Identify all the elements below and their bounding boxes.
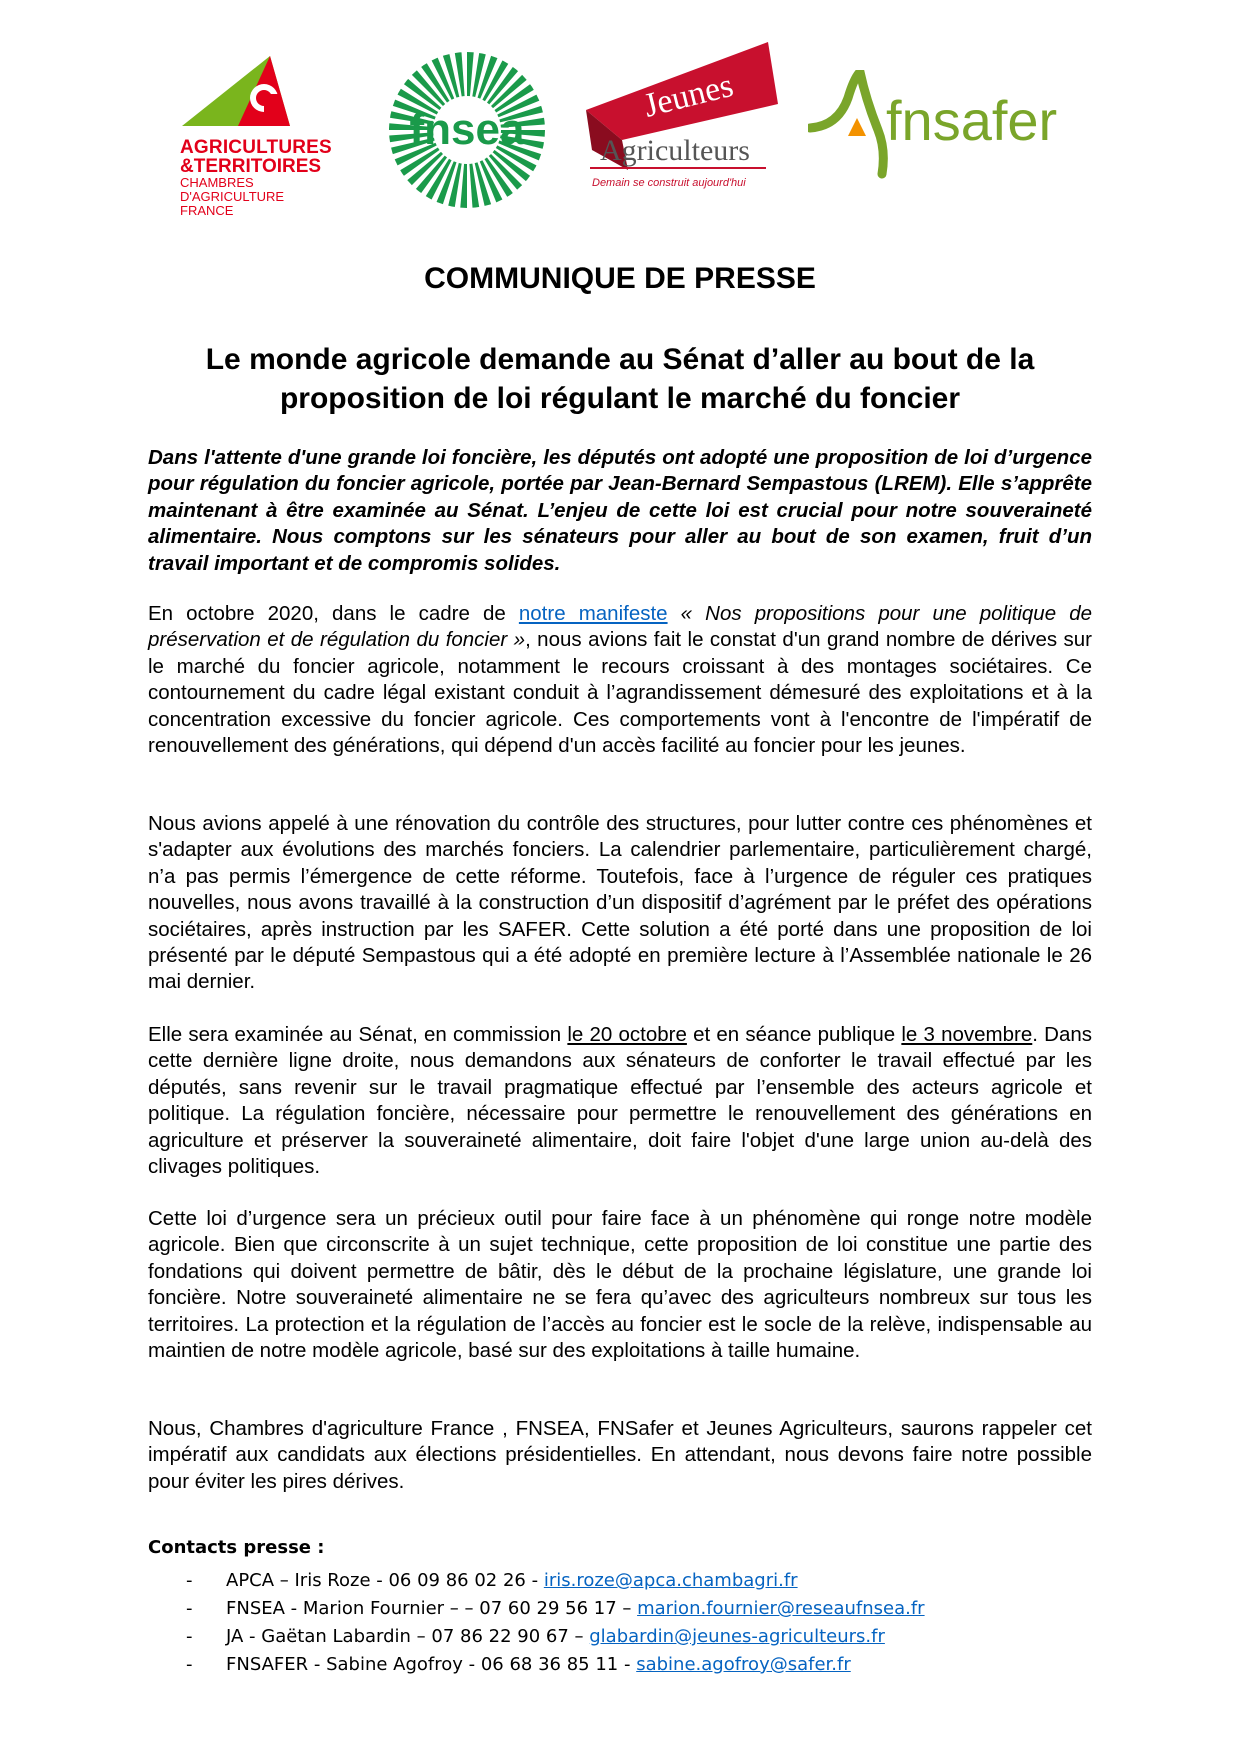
contact-email-link[interactable]: iris.roze@apca.chambagri.fr <box>543 1570 798 1591</box>
apca-line4: FRANCE <box>180 203 234 218</box>
ja-logo-line1: Jeunes <box>640 66 737 125</box>
contact-text: JA - Gaëtan Labardin – 07 86 22 90 67 – <box>226 1626 590 1647</box>
contact-bullet: - <box>186 1626 193 1647</box>
fnsea-logo <box>384 50 550 210</box>
contact-item <box>186 1595 1066 1623</box>
press-release-title: COMMUNIQUE DE PRESSE <box>424 262 816 295</box>
contact-item <box>186 1651 1066 1679</box>
headline: Le monde agricole demande au Sénat d’aller au bout de la proposition de loi régulant le marché du foncier <box>205 343 1035 415</box>
manifesto-link[interactable]: notre manifeste <box>518 602 668 625</box>
contact-bullet: - <box>186 1654 193 1675</box>
ja-logo-tagline: Demain se construit aujourd'hui <box>592 177 746 189</box>
ja-logo-line2: Agriculteurs <box>600 134 750 167</box>
apca-line3: CHAMBRES D'AGRICULTURE <box>180 175 285 204</box>
logo-bar <box>0 40 1240 218</box>
contact-email-link[interactable]: sabine.agofroy@safer.fr <box>636 1654 851 1675</box>
commission-date: le 20 octobre <box>567 1023 687 1046</box>
contact-item <box>186 1567 1066 1595</box>
paragraph-1-start: En octobre 2020, dans le cadre de <box>148 602 519 625</box>
paragraph-3 <box>148 1022 1092 1180</box>
contact-email-link[interactable]: marion.fournier@reseaufnsea.fr <box>637 1598 925 1619</box>
manifesto-title: « Nos propositions pour une politique de préservation et de régulation du foncier » <box>148 602 1092 652</box>
fnsafer-logo <box>808 70 1078 180</box>
paragraph-2: Nous avions appelé à une rénovation du contrôle des structures, pour lutter contre ces phénomènes et s'adapter aux évolutions des marchés fonciers. La calendrier parlementaire, particulièrement chargé, n’a pas permis l’émergence de cette réforme. Toutefois, face à l’urgence de réguler ces pratiques nouvelles, nous avons travaillé à la construction d’un dispositif d’agrément par le préfet des opérations sociétaires, après instruction par les SAFER. Cette solution a été porté dans une proposition de loi présenté par le député Sempastous qui a été adopté en première lecture à l’Assemblée nationale le 26 mai dernier. <box>148 812 1092 994</box>
fnsea-logo-text: fnsea <box>409 105 525 154</box>
contact-text: FNSAFER - Sabine Agofroy - 06 68 36 85 11 - <box>226 1654 637 1675</box>
contacts-title: Contacts presse : <box>148 1537 325 1558</box>
contact-text: FNSEA - Marion Fournier – – 07 60 29 56 17 – <box>226 1598 638 1619</box>
apca-line1: AGRICULTURES <box>180 137 332 158</box>
fnsafer-logo-text: fnsafer <box>886 89 1058 152</box>
contact-item <box>186 1623 1066 1651</box>
public-session-date: le 3 novembre <box>901 1023 1033 1046</box>
fnsafer-leaf-icon <box>810 72 883 174</box>
paragraph-5: Nous, Chambres d'agriculture France , FNSEA, FNSafer et Jeunes Agriculteurs, saurons rappeler cet impératif aux candidats aux élections présidentielles. En attendant, nous devons faire notre possible pour éviter les pires dérives. <box>148 1417 1092 1493</box>
contact-email-link[interactable]: glabardin@jeunes-agriculteurs.fr <box>589 1626 885 1647</box>
contact-bullet: - <box>186 1570 193 1591</box>
contacts-list <box>186 1567 1066 1679</box>
paragraph-1-rest: , nous avions fait le constat d'un grand nombre de dérives sur le marché du foncier agricole, notamment le recours croissant à des montages sociétaires. Ce contournement du cadre légal existant conduit à l’agrandissement démesuré des exploitations et à la concentration excessive du foncier agricole. Ces comportements vont à l'encontre de l'impératif de renouvellement des générations, qui dépend d'un accès facilité au foncier pour les jeunes. <box>148 628 1092 758</box>
apca-line2: &TERRITOIRES <box>180 156 322 177</box>
contact-text: APCA – Iris Roze - 06 09 86 02 26 - <box>226 1570 544 1591</box>
paragraph-1 <box>148 601 1092 759</box>
contact-bullet: - <box>186 1598 193 1619</box>
apca-logo <box>178 48 348 218</box>
paragraph-3-start: Elle sera examinée au Sénat, en commission <box>148 1023 568 1046</box>
apca-emblem-icon <box>178 48 298 138</box>
ja-logo <box>582 40 782 200</box>
paragraph-3-mid: et en séance publique <box>686 1023 902 1046</box>
paragraph-4: Cette loi d’urgence sera un précieux outil pour faire face à un phénomène qui ronge notre modèle agricole. Bien que circonscrite à un sujet technique, cette proposition de loi constitue une partie des fondations qui doivent permettre de bâtir, dès le début de la prochaine législature, une grande loi foncière. Notre souveraineté alimentaire ne se fera qu’avec des agriculteurs nombreux sur tous les territoires. La protection et la régulation de l’accès au foncier est le socle de la relève, indispensable au maintien de notre modèle agricole, basé sur des exploitations à taille humaine. <box>148 1207 1092 1363</box>
intro-paragraph: Dans l'attente d'une grande loi foncière, les députés ont adopté une proposition de loi d’urgence pour régulation du foncier agricole, portée par Jean-Bernard Sempastous (LREM). Elle s’apprête maintenant à être examinée au Sénat. L’enjeu de cette loi est crucial pour notre souveraineté alimentaire. Nous comptons sur les sénateurs pour aller au bout de son examen, fruit d’un travail important et de compromis solides. <box>148 446 1092 575</box>
paragraph-3-rest: . Dans cette dernière ligne droite, nous demandons aux sénateurs de conforter le travail effectué par les députés, sans revenir sur le travail pragmatique effectué par l’ensemble des acteurs agricole et politique. La régulation foncière, nécessaire pour permettre le renouvellement des générations en agriculture et préserver la souveraineté alimentaire, doit faire l'objet d'une large union au-delà des clivages politiques. <box>148 1023 1093 1179</box>
